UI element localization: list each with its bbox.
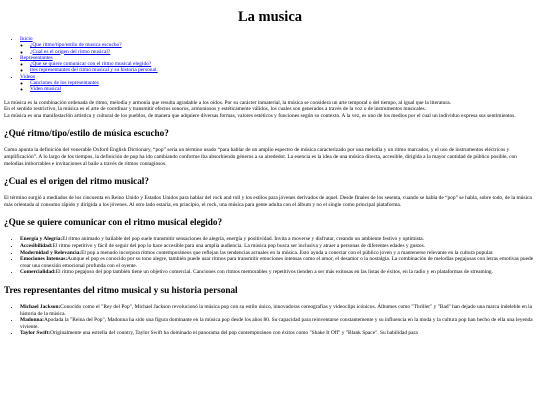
toc-link-video-musical[interactable]: Video musical — [30, 86, 61, 93]
toc-link-tres-representantes[interactable]: tres representantes del ritmo musical y su historia personal. — [30, 67, 158, 74]
section-text-ritmo: Como apunta la definición del venerable Oxford English Dictionary, “pop” sería un término usado “para hablar de un amplio espectro de música caracterizado por una melodía y un ritmo marcados, y el uso de instrumentos eléctricos y amplificación”. A lo largo de los tiempos, la definición de pop ha ido cambiando conforme iba absorbiendo géneros a su alrededor. La esencia es la idea de una música directa, accesible, dirigida a la mayor cantidad de público posible, con melodías imborrables e invitaciones al baile a través de ritmos contagiosos. — [4, 147, 517, 167]
toc-item-videos — [20, 74, 536, 93]
list-item: • Emociones Intensas:Aunque el pop es conocido por su tono alegre, también puede usar ritmos para transmitir emociones intensas como el amor, el desamor o la nostalgia. La combinación de melodías pegajosas con letras emotivas puede crear una conexión emocional profunda con el oyente. — [20, 256, 536, 269]
intro-paragraph-2: En el sentido restrictivo, la música es el arte de coordinar y transmitir efectos sonoros, armoniosos y estéticamente válidos, los cuales son generados a través de la voz o de instrumentos musicales. — [4, 106, 426, 113]
toc-link-inicio[interactable]: Inicio — [20, 36, 33, 42]
section-heading-comunicar: ¿Que se quiere comunicar con el ritmo musical elegido? — [4, 217, 223, 228]
toc-link-ritmo[interactable]: ¿Que ritmo/tipo/estilo de musica escucho? — [30, 42, 122, 49]
page — [0, 8, 540, 337]
toc-item-inicio — [20, 36, 536, 55]
toc-link-representantes[interactable]: Representantes — [20, 54, 53, 61]
list-item: • Accesibilidad:El ritmo repetitivo y fácil de seguir del pop lo hace accesible para una amplia audiencia. La música pop busca ser inclusiva y atraer a personas de diferentes edades y gustos. — [20, 243, 536, 250]
list-item: • Madonna:Apodada la "Reina del Pop", Madonna ha sido una figura dominante en la música pop desde los años 80. Su capacidad para reinventarse constantemente y su influencia en la moda y la cultura pop han hecho de ella una leyenda viviente. — [20, 317, 536, 330]
section-heading-representantes: Tres representantes del ritmo musical y su historia personal — [4, 284, 238, 295]
toc-link-comunicar[interactable]: ¿Que se quiere comunicar con el ritmo musical elegido? — [30, 61, 152, 68]
list-item: • Energía y Alegría:El ritmo animado y bailable del pop suele transmitir sensaciones de alegría, energía y positividad. Invita a moverse y disfrutar, creando un ambiente festivo y optimista. — [20, 236, 536, 243]
toc-item-representantes — [20, 55, 536, 74]
list-item: • Modernidad y Relevancia:El pop a menudo incorpora ritmos contemporáneos que reflejan las tendencias actuales en la música. Esto ayuda a conectar con el público joven y a mantenerse relevante en la cultura popular. — [20, 250, 536, 257]
section-heading-origen: ¿Cual es el origen del ritmo musical? — [4, 176, 149, 187]
intro-paragraph-3: La música es una manifestación artística y cultural de los pueblos, de manera que adquiere diversas formas, valores estéticos y funciones según su contexto. A la vez, es uno de los medios por el cual un individuo expresa sus sentimientos. — [4, 112, 516, 119]
list-item: • Comercialidad:El ritmo pegajoso del pop también tiene un objetivo comercial. Canciones con ritmos memorables y repetitivos tienden a ser más exitosas en las listas de éxitos, en la radio y en plataformas de streaming. — [20, 269, 536, 276]
list-item: • Taylor Swift:Originalmente una estrella del country, Taylor Swift ha dominado el panorama del pop contemporáneo con éxitos como "Shake It Off" y "Blank Space". Su habilidad para — [20, 330, 536, 337]
toc-link-canciones[interactable]: Canciones de los representantes — [30, 80, 99, 87]
table-of-contents — [4, 36, 536, 93]
toc-link-origen[interactable]: ¿Cual es el origen del ritmo musical? — [30, 48, 111, 55]
section-text-origen: El término surgió a mediados de los cincuenta en Reino Unido y Estados Unidos para hablar del rock and roll y los estilos para jóvenes derivados de aquel. Desde finales de los sesenta, cuando se habla de “pop” se habla, sobre todo, de la música más orientada al consumo rápido y dirigida a los jóvenes. Al otro lado estaría, en principio, el rock, una música para gente adulta con el álbum y no el single como principal plataforma. — [4, 195, 532, 208]
representantes-list — [4, 304, 536, 337]
comunicar-list — [4, 236, 536, 276]
list-item: • Michael Jackson:Conocido como el "Rey del Pop", Michael Jackson revolucionó la música pop con su estilo único, innovadoras coreografías y videoclips icónicos. Álbumes como "Thriller" y "Bad" han dejado una marca indeleble en la historia de la música. — [20, 304, 536, 317]
page-title: La musica — [237, 9, 303, 25]
intro-paragraph-1: La música es la combinación ordenada de ritmo, melodía y armonía que resulta agradable a los oídos. Por su carácter inmaterial, la música se considera un arte temporal o del tiempo, al igual que la literatura. — [4, 99, 451, 106]
toc-link-videos[interactable]: Videos — [20, 73, 35, 80]
section-heading-ritmo: ¿Qué ritmo/tipo/estilo de música escucho? — [4, 128, 169, 139]
